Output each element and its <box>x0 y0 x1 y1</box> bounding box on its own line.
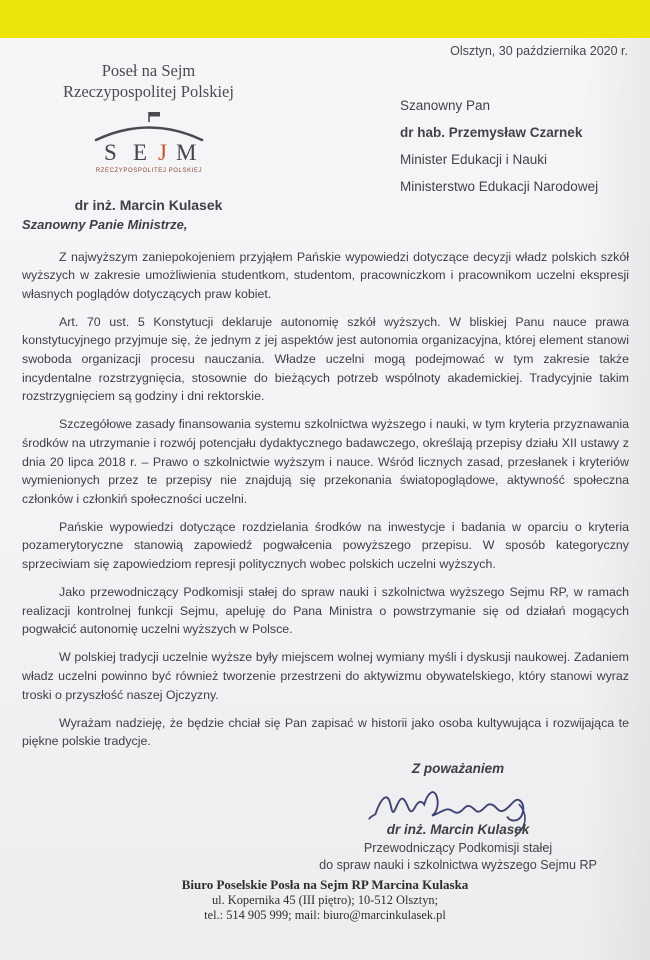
signatory-title-line1: Przewodniczący Podkomisji stałej <box>363 840 553 855</box>
recipient-title2: Ministerstwo Edukacji Narodowej <box>400 179 599 194</box>
logo-letter-m: M <box>175 140 196 165</box>
letter-paragraph: W polskiej tradycji uczelnie wyższe były miejscem wolnej wymiany myśli i dyskusji naukowej. Zadaniem władz uczelni powinno być również tworzenie przestrzeni do aktywizmu obywatelskiego, który stanowi wyraz troski o przyszłość naszej Ojczyzny. <box>22 650 629 702</box>
top-yellow-bar <box>0 0 650 38</box>
signatory-title-line2: do spraw nauki i szkolnictwa wyższego Sejmu RP <box>319 858 597 873</box>
sender-title <box>46 60 251 102</box>
logo-letter-j-accent: J <box>157 140 167 165</box>
letter-paragraph: Szczegółowe zasady finansowania systemu szkolnictwa wyższego i nauki, w tym kryteria przyznawania środków na utrzymanie i rozwój potencjału dydaktycznego badawczego, określają przepisy działu XII ustawy z dnia 20 lipca 2018 r. – Prawo o szkolnictwie wyższym i nauce. Wśród licznych zasad, przesłanek i kryteriów wymienionych przez te przepisy nie znajdują się przekonania światopoglądowe, aktywność społeczna członków i członkiń społeczności uczelni. <box>22 417 629 506</box>
logo-letter-s: S <box>103 140 117 165</box>
sender-title-line2: Rzeczypospolitej Polskiej <box>63 82 234 101</box>
signatory-name: dr inż. Marcin Kulasek <box>386 821 530 837</box>
letter-paragraph: Pańskie wypowiedzi dotyczące rozdzielania środków na inwestycje i badania w oparciu o kryteria pozamerytoryczne stanowią zapowiedź pogwałcenia powyższego przepisu. W sposób kategoryczny sprzeciwiam się zapowiedziom represji politycznych wobec polskich uczelni wyższych. <box>22 519 629 571</box>
letter-paragraph: Jako przewodniczący Podkomisji stałej do spraw nauki i szkolnictwa wyższego Sejmu RP, w ramach realizacji kontrolnej funkcji Sejmu, apeluję do Pana Ministra o powstrzymanie się od działań mogących pogwałcić autonomię uczelni wyższych w Polsce. <box>22 585 629 637</box>
closing-block <box>293 760 623 874</box>
sender-title-line1: Poseł na Sejm <box>101 61 196 80</box>
letter-paragraph: Art. 70 ust. 5 Konstytucji deklaruje autonomię szkół wyższych. W bliskiej Panu nauce prawa konstytucyjnego przyjmuje się, że jednym z jej aspektów jest autonomia organizacyjna, której element stanowi swoboda organizacji procesu nauczania. Władze uczelni mogą podejmować w tym zakresie także incydentalne rozstrzygnięcia, stosownie do bieżących potrzeb wspólnoty akademickiej. Tradycyjnie takim rozstrzygnięciem są godziny i dni rektorskie. <box>22 314 629 404</box>
recipient-title1: Minister Edukacji i Nauki <box>400 152 548 167</box>
letter-greeting: Szanowny Panie Ministrze, <box>22 217 188 232</box>
footer-office-name: Biuro Poselskie Posła na Sejm RP Marcina Kulaska <box>181 877 469 892</box>
recipient-salutation: Szanowny Pan <box>400 98 491 113</box>
letter-paragraph: Wyrażam nadzieję, że będzie chciał się Pan zapisać w historii jako osoba kultywująca i rozwijająca te piękne polskie tradycje. <box>22 715 629 749</box>
footer-contact: tel.: 514 905 999; mail: biuro@marcinkulasek.pl <box>204 908 446 922</box>
logo-dome-arc <box>96 128 202 141</box>
sender-letterhead <box>46 60 251 213</box>
logo-caption: RZECZYPOSPOLITEJ POLSKIEJ <box>95 168 202 174</box>
logo-flag-icon <box>149 112 160 122</box>
sejm-logo-icon <box>88 106 210 185</box>
date-line: Olsztyn, 30 października 2020 r. <box>450 44 628 58</box>
valediction: Z poważaniem <box>411 761 505 777</box>
recipient-block <box>400 92 598 200</box>
footer-address: ul. Kopernika 45 (III piętro); 10-512 Olsztyn; <box>211 892 439 907</box>
recipient-name: dr hab. Przemysław Czarnek <box>400 125 583 140</box>
sender-name: dr inż. Marcin Kulasek <box>74 197 223 213</box>
letter-paragraph: Z najwyższym zaniepokojeniem przyjąłem Pańskie wypowiedzi dotyczące decyzji władz polskich szkół wyższych w zakresie umożliwienia studentkom, studentom, pracowniczkom i pracownikom uczelni ekspresji własnych poglądów dotyczących praw kobiet. <box>22 249 629 301</box>
handwritten-signature-icon <box>293 781 623 825</box>
office-footer <box>0 877 650 924</box>
letter-body <box>22 216 629 875</box>
logo-letter-e: E <box>132 140 147 165</box>
